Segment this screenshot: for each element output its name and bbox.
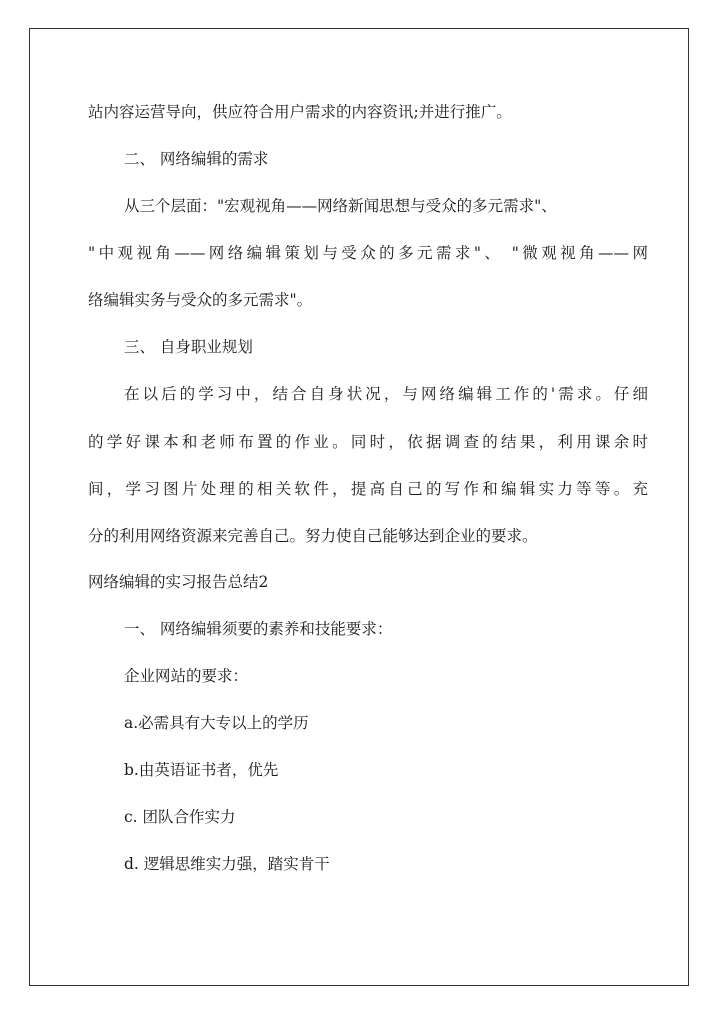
paragraph-line: 的学好课本和老师布置的作业。同时，依据调查的结果，利用课余时 bbox=[88, 433, 648, 451]
paragraph-line: 分的利用网络资源来完善自己。努力使自己能够达到企业的要求。 bbox=[88, 527, 538, 545]
paragraph-line: "中观视角——网络编辑策划与受众的多元需求"、 "微观视角——网 bbox=[88, 244, 648, 262]
list-item: b.由英语证书者，优先 bbox=[124, 761, 279, 779]
document-subtitle: 网络编辑的实习报告总结2 bbox=[88, 573, 269, 591]
list-item: d. 逻辑思维实力强，踏实肯干 bbox=[124, 855, 330, 873]
paragraph-line: 企业网站的要求： bbox=[124, 667, 249, 685]
paragraph-line: 间，学习图片处理的相关软件，提高自己的写作和编辑实力等等。充 bbox=[88, 480, 648, 498]
paragraph-line: 在以后的学习中，结合自身状况，与网络编辑工作的'需求。仔细 bbox=[124, 385, 648, 403]
paragraph-line: 络编辑实务与受众的多元需求"。 bbox=[88, 291, 313, 309]
paragraph-line: 站内容运营导向，供应符合用户需求的内容资讯;并进行推广。 bbox=[88, 103, 512, 121]
section-heading-skills: 一、 网络编辑须要的素养和技能要求： bbox=[124, 620, 393, 638]
paragraph-line: 从三个层面："宏观视角——网络新闻思想与受众的多元需求"、 bbox=[124, 197, 557, 215]
list-item: a.必需具有大专以上的学历 bbox=[124, 714, 309, 732]
section-heading-career-plan: 三、 自身职业规划 bbox=[124, 338, 253, 356]
list-item: c. 团队合作实力 bbox=[124, 808, 236, 826]
section-heading-needs: 二、 网络编辑的需求 bbox=[124, 150, 269, 168]
